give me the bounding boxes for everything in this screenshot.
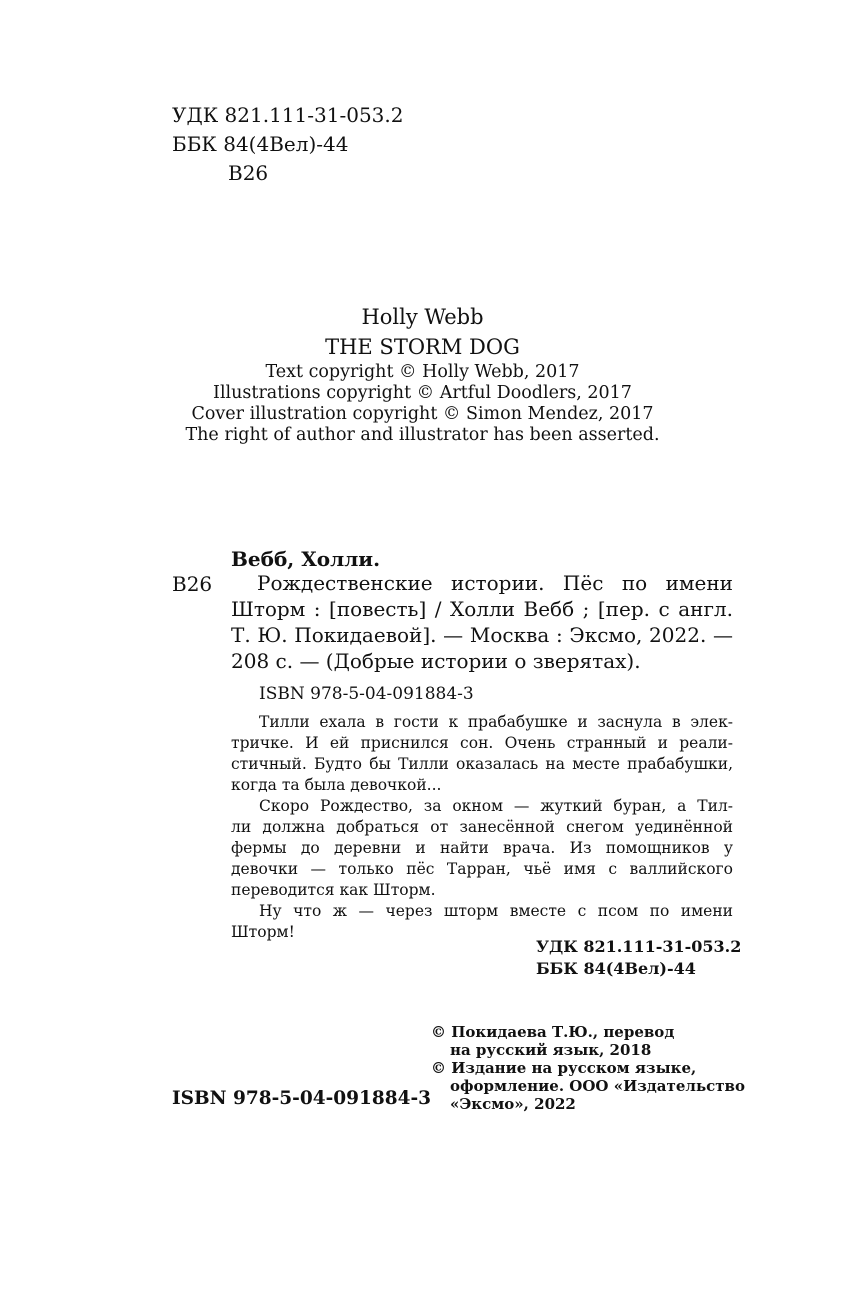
annotation-line: Тилли ехала в гости к прабабушке и заснула в элек-: [259, 713, 733, 731]
description-line: Рождественские истории. Пёс по имени: [257, 571, 733, 595]
annotation-line: фермы до деревни и найти врача. Из помощников у: [231, 839, 733, 857]
original-title: THE STORM DOG: [325, 335, 520, 359]
annotation-line: ли должна добраться от занесённой снегом уединённой: [231, 818, 733, 836]
description-line: Шторм : [повесть] / Холли Вебб ; [пер. с англ.: [231, 597, 733, 621]
author-code: В26: [228, 161, 269, 185]
isbn-bottom: ISBN 978-5-04-091884-3: [172, 1088, 432, 1109]
annotation-line: Скоро Рождество, за окном — жуткий буран, а Тил-: [259, 797, 733, 815]
copyright-line: The right of author and illustrator has been asserted.: [185, 425, 660, 445]
udk-code-bold: УДК 821.111-31-053.2: [536, 937, 742, 956]
original-author: Holly Webb: [361, 305, 484, 329]
bbk-code: ББК 84(4Вел)-44: [172, 132, 349, 156]
catalog-description: [231, 570, 733, 674]
description-line: Т. Ю. Покидаевой]. — Москва : Эксмо, 2022. —: [231, 623, 733, 647]
annotation-line: переводится как Шторм.: [231, 881, 436, 899]
annotation: [231, 712, 733, 943]
top-classification-codes: [172, 101, 403, 188]
copyright-translation-cont: на русский язык, 2018: [450, 1041, 652, 1059]
annotation-line: стичный. Будто бы Тилли оказалась на месте прабабушки,: [231, 755, 733, 773]
copyright-edition-cont: оформление. ООО «Издательство: [450, 1077, 745, 1095]
copyright-line: Illustrations copyright © Artful Doodlers, 2017: [213, 383, 632, 403]
annotation-line: девочки — только пёс Тарран, чьё имя с валлийского: [231, 860, 733, 878]
description-line: 208 с. — (Добрые истории о зверятах).: [231, 649, 641, 673]
bold-classification-codes: [536, 936, 741, 980]
annotation-line: Ну что ж — через шторм вместе с псом по имени: [259, 902, 733, 920]
original-credits: [0, 302, 845, 446]
catalog-code: В26: [172, 572, 213, 596]
copyright-line: Cover illustration copyright © Simon Mendez, 2017: [191, 404, 654, 424]
copyright-edition-cont: «Эксмо», 2022: [450, 1095, 576, 1113]
bbk-code-bold: ББК 84(4Вел)-44: [536, 959, 696, 978]
copyright-translation: © Покидаева Т.Ю., перевод: [431, 1023, 675, 1041]
annotation-line: тричке. И ей приснился сон. Очень странный и реали-: [231, 734, 733, 752]
catalog-author-heading: Вебб, Холли.: [231, 547, 381, 571]
annotation-line: Шторм!: [231, 923, 295, 941]
copyright-edition: © Издание на русском языке,: [431, 1059, 697, 1077]
copyright-line: Text copyright © Holly Webb, 2017: [265, 362, 580, 382]
annotation-line: когда та была девочкой...: [231, 776, 442, 794]
catalog-isbn: ISBN 978-5-04-091884-3: [259, 684, 474, 704]
udk-code: УДК 821.111-31-053.2: [172, 103, 404, 127]
russian-copyright: [431, 1023, 745, 1113]
